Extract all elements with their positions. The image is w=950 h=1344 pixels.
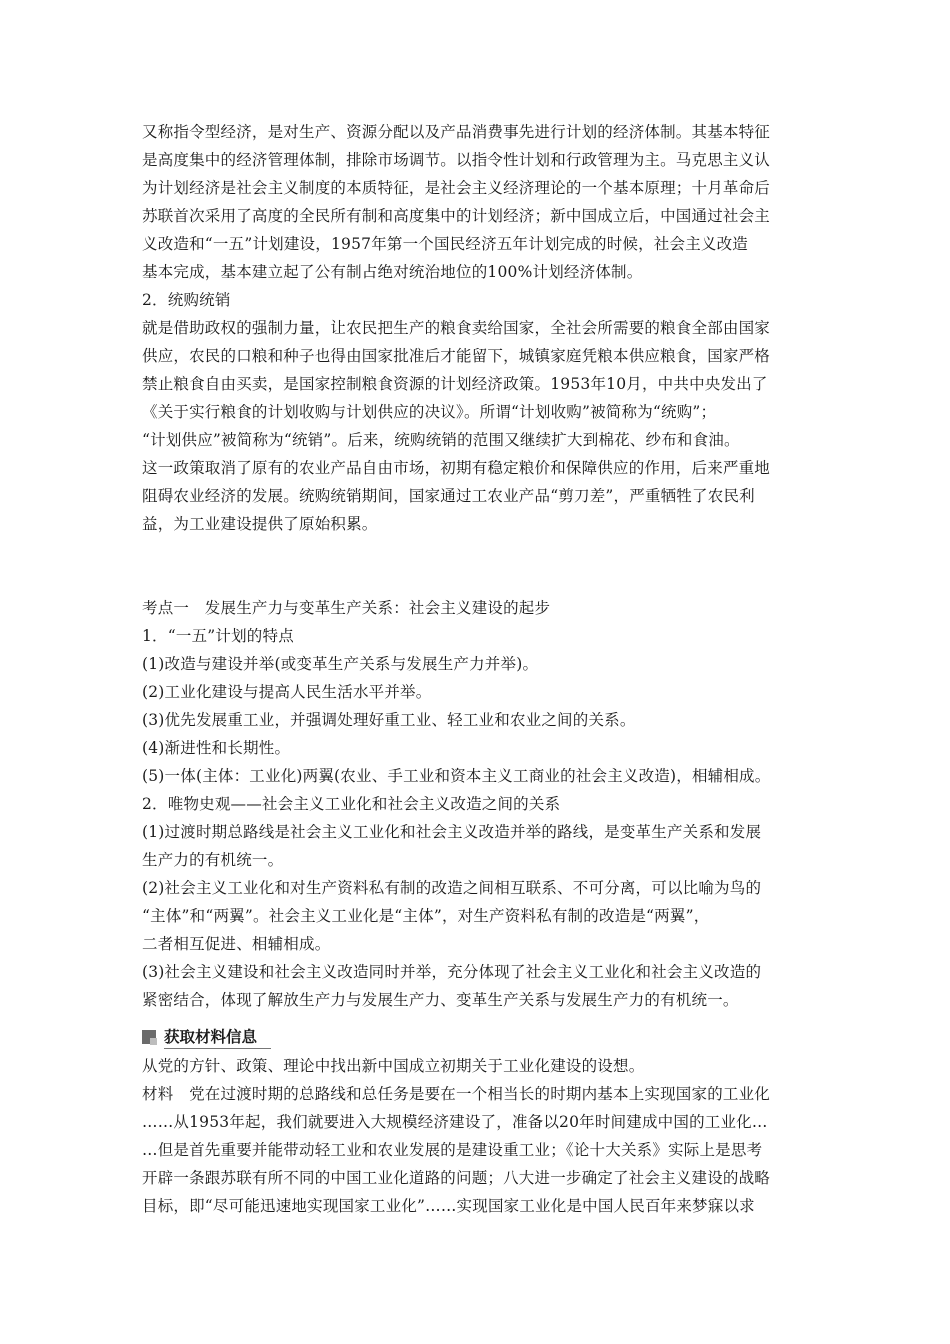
section-title: 获取材料信息 (164, 1026, 271, 1049)
text-line: 是高度集中的经济管理体制，排除市场调节。以指令性计划和行政管理为主。马克思主义认 (142, 151, 771, 169)
square-bullet-icon (142, 1030, 156, 1044)
text-line: 苏联首次采用了高度的全民所有制和高度集中的计划经济；新中国成立后，中国通过社会主 (142, 207, 771, 225)
text-line: (2)工业化建设与提高人民生活水平并举。 (142, 683, 432, 701)
intro-paragraph (142, 118, 814, 286)
text-line: 目标，即“尽可能迅速地实现国家工业化”……实现国家工业化是中国人民百年来梦寐以求 (142, 1197, 755, 1215)
text-line: 义改造和“一五”计划建设，1957年第一个国民经济五年计划完成的时候，社会主义改造 (142, 235, 748, 253)
text-line: ……从1953年起，我们就要进入大规模经济建设了，准备以20年时间建成中国的工业化… (142, 1113, 768, 1131)
text-line: 材料 党在过渡时期的总路线和总任务是要在一个相当长的时期内基本上实现国家的工业化 (142, 1085, 771, 1103)
text-line: (4)渐进性和长期性。 (142, 739, 291, 757)
text-line: 这一政策取消了原有的农业产品自由市场，初期有稳定粮价和保障供应的作用，后来严重地 (142, 459, 771, 477)
kaodian-title: 考点一 发展生产力与变革生产关系：社会主义建设的起步 (142, 599, 551, 617)
text-line: (2)社会主义工业化和对生产资料私有制的改造之间相互联系、不可分离，可以比喻为鸟的 (142, 879, 762, 897)
tonggou-heading: 2．统购统销 (142, 291, 231, 309)
text-line: 二者相互促进、相辅相成。 (142, 935, 331, 953)
text-line: 益，为工业建设提供了原始积累。 (142, 515, 378, 533)
section-header (142, 1024, 814, 1050)
text-line: 就是借助政权的强制力量，让农民把生产的粮食卖给国家，全社会所需要的粮食全部由国家 (142, 319, 771, 337)
kaodian-section (142, 594, 814, 1014)
document-page (142, 118, 814, 1220)
text-line: 紧密结合，体现了解放生产力与发展生产力、变革生产关系与发展生产力的有机统一。 (142, 991, 739, 1009)
text-line: …但是首先重要并能带动轻工业和农业发展的是建设重工业；《论十大关系》实际上是思考 (142, 1141, 763, 1159)
material-section (142, 1052, 814, 1220)
text-line: 为计划经济是社会主义制度的本质特征，是社会主义经济理论的一个基本原理；十月革命后 (142, 179, 771, 197)
text-line: (3)社会主义建设和社会主义改造同时并举，充分体现了社会主义工业化和社会主义改造的 (142, 963, 762, 981)
spacer (142, 538, 814, 594)
text-line: 生产力的有机统一。 (142, 851, 284, 869)
text-line: 供应，农民的口粮和种子也得由国家批准后才能留下，城镇家庭凭粮本供应粮食，国家严格 (142, 347, 771, 365)
text-line: (1)改造与建设并举(或变革生产关系与发展生产力并举)。 (142, 655, 539, 673)
text-line: 从党的方针、政策、理论中找出新中国成立初期关于工业化建设的设想。 (142, 1057, 645, 1075)
text-line: 开辟一条跟苏联有所不同的中国工业化道路的问题；八大进一步确定了社会主义建设的战略 (142, 1169, 771, 1187)
text-line: 又称指令型经济，是对生产、资源分配以及产品消费事先进行计划的经济体制。其基本特征 (142, 123, 771, 141)
text-line: (5)一体(主体：工业化)两翼(农业、手工业和资本主义工商业的社会主义改造)，相辅相成。 (142, 767, 771, 785)
text-line: (3)优先发展重工业，并强调处理好重工业、轻工业和农业之间的关系。 (142, 711, 636, 729)
text-line: 2．唯物史观——社会主义工业化和社会主义改造之间的关系 (142, 795, 561, 813)
text-line: 《关于实行粮食的计划收购与计划供应的决议》。所谓“计划收购”被简称为“统购”； (142, 403, 717, 421)
text-line: 禁止粮食自由买卖，是国家控制粮食资源的计划经济政策。1953年10月，中共中央发出了 (142, 375, 768, 393)
text-line: 阻碍农业经济的发展。统购统销期间，国家通过工农业产品“剪刀差”，严重牺牲了农民利 (142, 487, 755, 505)
text-line: 1．“一五”计划的特点 (142, 627, 294, 645)
text-line: 基本完成，基本建立起了公有制占绝对统治地位的100%计划经济体制。 (142, 263, 643, 281)
text-line: “主体”和“两翼”。社会主义工业化是“主体”，对生产资料私有制的改造是“两翼”， (142, 907, 710, 925)
text-line: “计划供应”被简称为“统销”。后来，统购统销的范围又继续扩大到棉花、纱布和食油。 (142, 431, 740, 449)
tonggou-section (142, 286, 814, 538)
text-line: (1)过渡时期总路线是社会主义工业化和社会主义改造并举的路线，是变革生产关系和发展 (142, 823, 762, 841)
